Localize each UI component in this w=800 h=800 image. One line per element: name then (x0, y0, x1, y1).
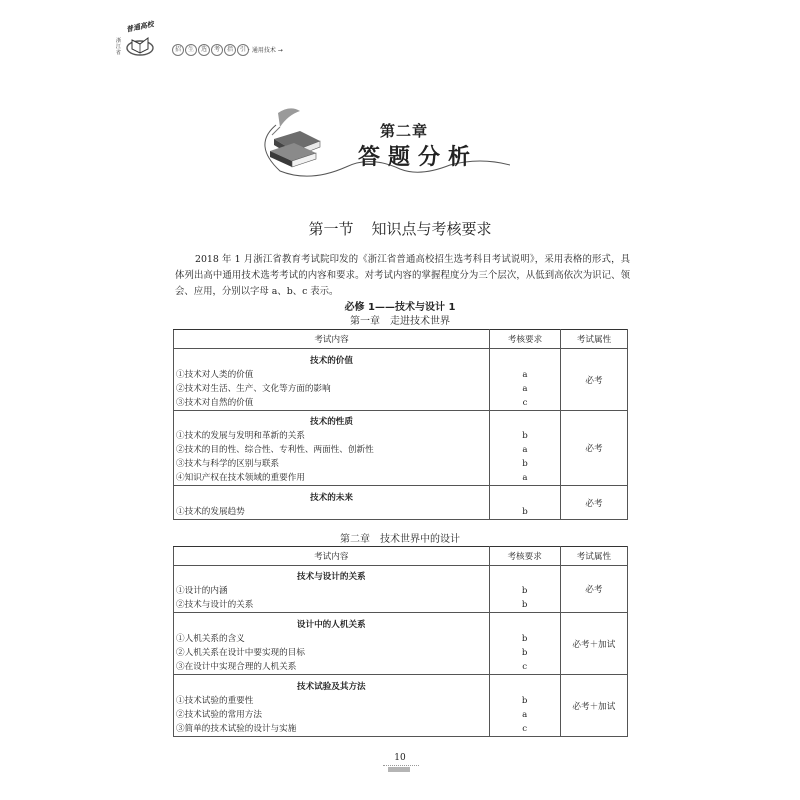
requirements-table-chapter-1 (173, 329, 628, 520)
level-value: b (521, 647, 528, 658)
list-item: ①人机关系的含义 (176, 633, 245, 644)
table-row (174, 566, 628, 613)
subject-label: · 通用技术 → (248, 47, 283, 54)
level-value: c (522, 661, 528, 672)
section-number: 第一节 (308, 220, 354, 238)
list-item: ③在设计中实现合理的人机关系 (176, 661, 297, 672)
table-header-row (174, 330, 628, 349)
list-item: ①设计的内涵 (176, 586, 228, 596)
list-item: ③简单的技术试验的设计与实施 (176, 723, 297, 734)
level-value: a (522, 369, 528, 380)
column-header-content: 考试内容 (174, 547, 490, 566)
group-title: 技术试验及其方法 (296, 681, 366, 692)
page-number-divider (383, 765, 419, 766)
level-value: a (522, 473, 528, 483)
table-row (174, 613, 628, 675)
logo-province: 浙江省 (116, 38, 122, 56)
group-title: 技术的性质 (310, 417, 353, 427)
table-row (174, 486, 628, 520)
level-value: b (522, 459, 528, 469)
circle-char: 引 (237, 44, 249, 56)
list-item: ②人机关系在设计中要实现的目标 (176, 647, 305, 658)
level-cell (490, 486, 561, 520)
circle-char: 指 (224, 44, 236, 56)
circle-char: 考 (211, 44, 223, 56)
level-cell (489, 566, 560, 613)
chapter-banner (250, 105, 510, 190)
series-logo (116, 22, 168, 62)
attribute-cell: 必考 (560, 411, 627, 486)
column-header-content: 考试内容 (174, 330, 490, 349)
list-item: ②技术试验的常用方法 (176, 709, 262, 720)
level-value: c (522, 397, 528, 408)
column-header-attribute: 考试属性 (560, 547, 627, 566)
level-value: b (521, 600, 528, 610)
content-cell (174, 613, 490, 675)
page-number-bar (388, 767, 410, 772)
attribute-cell: 必考 (560, 566, 627, 613)
table-caption: 第一章 走进技术世界 (350, 316, 450, 327)
requirements-table-chapter-2 (173, 546, 628, 737)
level-value: b (522, 506, 528, 517)
level-value: b (521, 633, 528, 644)
section-title: 知识点与考核要求 (371, 220, 492, 238)
level-cell (490, 349, 561, 411)
column-header-attribute: 考试属性 (560, 330, 627, 349)
group-title: 技术的未来 (310, 492, 353, 503)
level-value: a (522, 709, 528, 720)
series-name-circles (172, 44, 249, 56)
attribute-cell: 必考 (560, 349, 627, 411)
group-title: 技术与设计的关系 (296, 572, 366, 582)
circle-char: 生 (185, 44, 197, 56)
list-item: ④知识产权在技术领域的重要作用 (176, 473, 305, 483)
content-cell (174, 486, 490, 520)
column-header-level: 考核要求 (490, 330, 561, 349)
circle-char: 选 (198, 44, 210, 56)
level-value: c (522, 723, 528, 734)
list-item: ③技术对自然的价值 (176, 397, 254, 408)
open-book-icon (126, 34, 154, 56)
section-heading (0, 218, 800, 239)
content-cell (174, 566, 490, 613)
list-item: ①技术试验的重要性 (176, 695, 254, 706)
content-cell (174, 675, 490, 737)
column-header-level: 考核要求 (489, 547, 560, 566)
table-row (174, 411, 628, 486)
table-row (174, 675, 628, 737)
level-cell (489, 675, 560, 737)
table-row (174, 349, 628, 411)
level-cell (489, 613, 560, 675)
circle-char: 招 (172, 44, 184, 56)
level-value: b (521, 586, 528, 596)
chapter-number: 第二章 (380, 122, 429, 140)
chapter-title: 答题分析 (358, 144, 479, 170)
table-header-row (174, 547, 628, 566)
level-value: a (522, 445, 528, 455)
group-title: 技术的价值 (310, 355, 353, 366)
table-caption: 第二章 技术世界中的设计 (340, 534, 460, 545)
attribute-cell: 必考＋加试 (560, 613, 627, 675)
content-cell (174, 349, 490, 411)
content-cell (174, 411, 490, 486)
level-value: b (522, 431, 528, 441)
list-item: ③技术与科学的区别与联系 (176, 459, 280, 469)
list-item: ②技术对生活、生产、文化等方面的影响 (176, 383, 331, 394)
list-item: ①技术的发展趋势 (176, 506, 245, 517)
intro-paragraph: 2018 年 1 月浙江省教育考试院印发的《浙江省普通高校招生选考科目考试说明》，采用表格的形式，具体列出高中通用技术选考考试的内容和要求。对考试内容的掌握程度分为三个层次，从低到高依次为识记、领会、应用，分别以字母 a、b、c 表示。 (175, 254, 630, 298)
level-value: a (522, 383, 528, 394)
level-cell (490, 411, 561, 486)
attribute-cell: 必考 (560, 486, 627, 520)
logo-title: 普通高校 (125, 20, 155, 34)
list-item: ②技术的目的性、综合性、专利性、两面性、创新性 (176, 445, 374, 455)
group-title: 设计中的人机关系 (296, 619, 366, 630)
page-number: 10 (394, 753, 406, 763)
level-value: b (521, 695, 528, 706)
attribute-cell: 必考＋加试 (560, 675, 627, 737)
module-title: 必修 1——技术与设计 1 (344, 302, 456, 313)
running-header (116, 22, 416, 62)
list-item: ①技术的发展与发明和革新的关系 (176, 431, 305, 441)
list-item: ①技术对人类的价值 (176, 369, 254, 380)
list-item: ②技术与设计的关系 (176, 600, 254, 610)
